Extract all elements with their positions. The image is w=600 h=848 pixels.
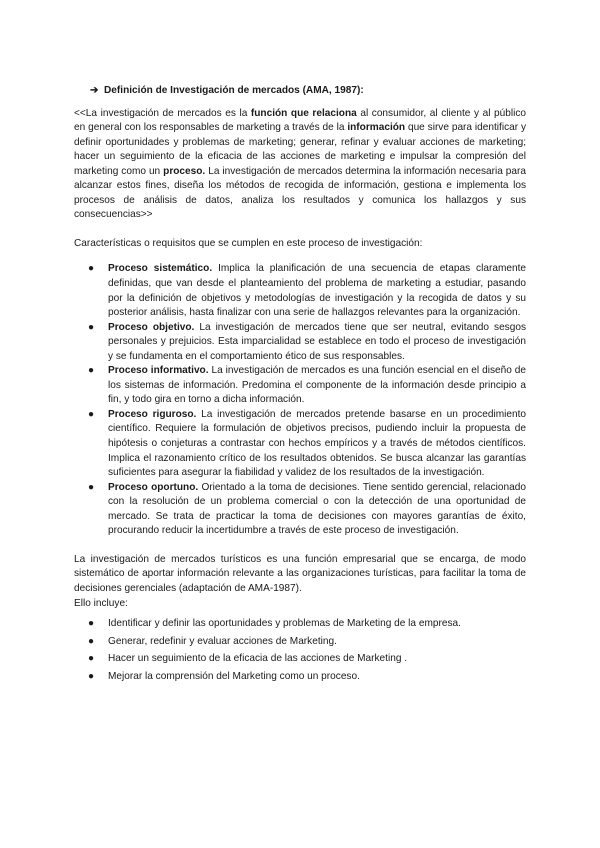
item-title: Proceso riguroso. <box>108 408 197 420</box>
includes-label: Ello incluye: <box>74 597 128 609</box>
item-text: Implica la planificación de una secuencia de etapas claramente definidas, que van desde el planteamiento del problema de marketing a estudiar, pasando por la definición de objetivos y metodologías de investigación y la recogida de datos y su posterior análisis, hasta finalizar con una serie de hallazgos relevantes para la organización. <box>108 263 526 319</box>
include-text: Generar, redefinir y evaluar acciones de Marketing. <box>108 635 337 647</box>
item-text: La investigación de mercados es una función esencial en el diseño de los sistemas de información. Predomina el componente de la información desde principio a fin, y todo gira en torno a dicha información. <box>108 365 526 406</box>
item-title: Proceso oportuno. <box>108 481 199 493</box>
characteristics-list <box>74 262 526 538</box>
quote-text-2: al consumidor, al cliente y al público en general con los responsables de marketing a través de la <box>74 107 526 134</box>
bullet-icon: ● <box>88 481 95 493</box>
item-title: Proceso sistemático. <box>108 263 213 275</box>
list-item <box>74 321 526 365</box>
heading-text: Definición de Investigación de mercados (AMA, 1987): <box>104 85 364 96</box>
item-text: Orientado a la toma de decisiones. Tiene sentido gerencial, relacionado con la resolución de un problema comercial o con la detección de una oportunidad de mercado. Se trata de practicar la toma de decisiones con mayores garantías de éxito, procurando reducir la incertidumbre a través de este proceso de investigación. <box>108 481 526 537</box>
list-item <box>74 262 526 320</box>
bullet-icon: ● <box>88 321 95 333</box>
item-title: Proceso objetivo. <box>108 321 195 333</box>
list-item <box>74 481 526 539</box>
list-item <box>74 408 526 481</box>
section-heading <box>90 84 526 99</box>
quote-bold-2: información <box>347 122 406 134</box>
arrow-icon: ➔ <box>90 85 99 96</box>
includes-list <box>74 617 526 684</box>
item-title: Proceso informativo. <box>108 365 209 377</box>
bullet-icon: ● <box>88 635 95 647</box>
item-text: La investigación de mercados pretende basarse en un procedimiento científico. Requiere la formulación de objetivos precisos, pudiendo incluir la propuesta de hipótesis o conjeturas a contrastar con hechos empíricos y a través de métodos científicos. Implica el razonamiento crítico de los resultados obtenidos. Se busca alcanzar las garantías suficientes para asegurar la fiabilidad y validez de los resultados de la investigación. <box>108 408 526 479</box>
document-page <box>74 84 526 687</box>
bullet-icon: ● <box>88 670 95 682</box>
bullet-icon: ● <box>88 653 95 665</box>
characteristics-intro: Características o requisitos que se cumplen en este proceso de investigación: <box>74 237 423 249</box>
list-item <box>74 652 526 667</box>
bullet-icon: ● <box>88 408 95 420</box>
include-text: Hacer un seguimiento de la eficacia de las acciones de Marketing . <box>108 653 408 665</box>
quote-bold-1: función que relaciona <box>250 107 357 119</box>
quote-text-4: La investigación de mercados determina la información necesaria para alcanzar estos fines, diseña los métodos de recogida de información, gestiona e implementa los procesos de análisis de datos, analiza los resultados y comunica los hallazgos y sus consecuencias>> <box>74 165 526 221</box>
include-text: Identificar y definir las oportunidades y problemas de Marketing de la empresa. <box>108 618 461 630</box>
quote-bold-3: proceso. <box>163 165 206 177</box>
list-item <box>74 670 526 685</box>
list-item <box>74 617 526 632</box>
include-text: Mejorar la comprensión del Marketing como un proceso. <box>108 670 360 682</box>
ama-definition-quote <box>74 107 526 223</box>
item-text: La investigación de mercados tiene que ser neutral, evitando sesgos personales y prejuicios. Esta imparcialidad se establece en todo el proceso de investigación y se fundamenta en el comportamiento ético de sus responsables. <box>108 321 527 362</box>
bullet-icon: ● <box>88 263 95 275</box>
quote-text-3: que sirve para identificar y definir oportunidades y problemas de marketing; generar, refinar y evaluar acciones de marketing; hacer un seguimiento de la eficacia de las acciones de marketing e impulsar la compresión del marketing como un <box>74 122 526 177</box>
bullet-icon: ● <box>88 618 95 630</box>
quote-text-1: <<La investigación de mercados es la <box>74 107 251 119</box>
list-item <box>74 635 526 650</box>
bullet-icon: ● <box>88 365 95 377</box>
tourism-definition: La investigación de mercados turísticos es una función empresarial que se encarga, de modo sistemático de aportar información relevante a las organizaciones turísticas, para facilitar la toma de decisiones gerenciales (adaptación de AMA-1987). <box>74 553 526 594</box>
list-item <box>74 364 526 408</box>
